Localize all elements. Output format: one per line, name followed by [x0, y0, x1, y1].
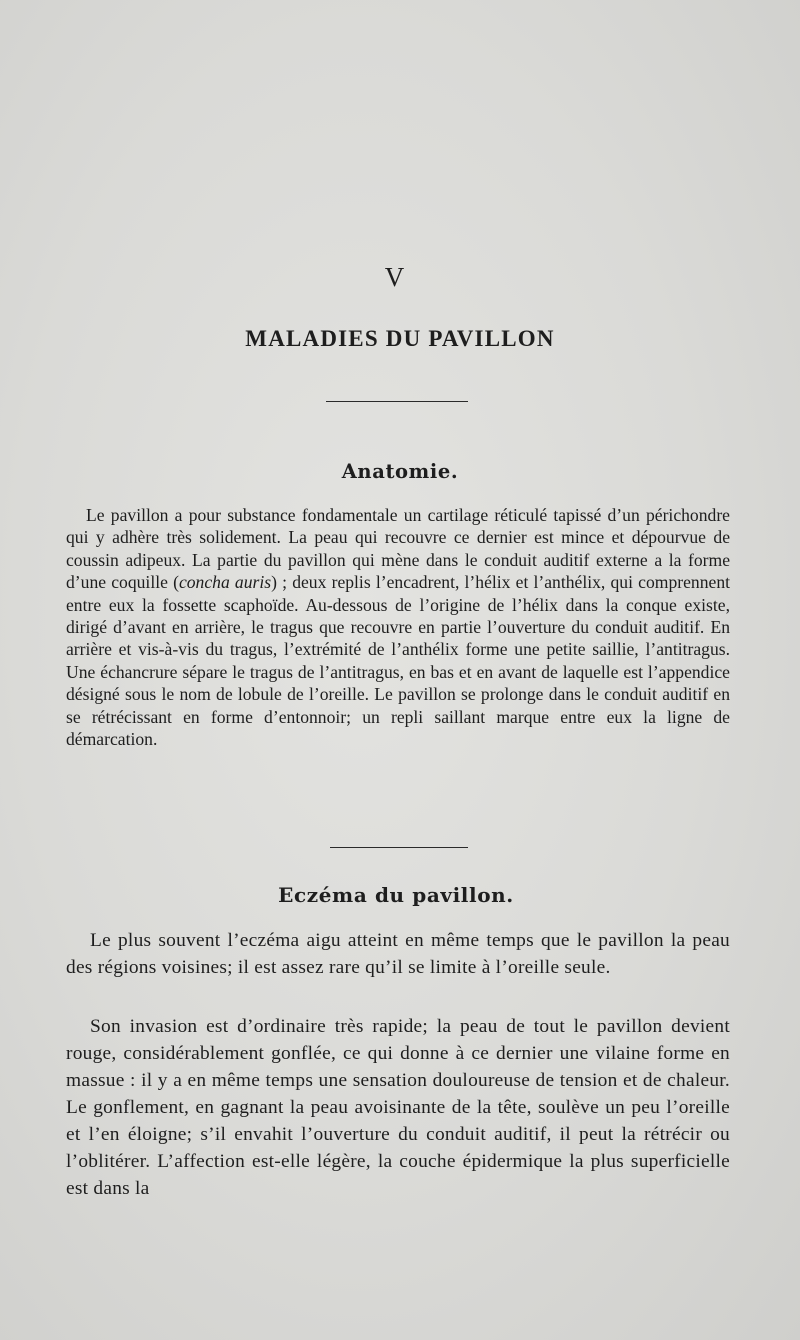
paragraph-anatomie [66, 504, 730, 750]
anatomie-text-part-2: ) ; deux replis l’encadrent, l’hélix et l’anthélix, qui comprennent entre eux la fossette scaphoïde. Au-dessous de l’origine de l’hélix dans la conque existe, dirigé d’avant en arrière, le tragus que recouvre en partie l’ouverture du conduit auditif. En arrière et vis-à-vis du tragus, l’extrémité de l’anthélix forme une petite saillie, l’antitragus. Une échancrure sépare le tragus de l’antitragus, en bas et en avant de laquelle est l’appendice désigné sous le nom de lobule de l’oreille. Le pavillon se prolonge dans le conduit auditif en se rétrécissant en forme d’entonnoir; un repli saillant marque entre eux la ligne de démarcation. [66, 572, 730, 750]
chapter-number: V [384, 262, 406, 292]
section-divider-rule [330, 847, 468, 848]
chapter-title: MALADIES DU PAVILLON [245, 326, 555, 351]
paragraph-eczema-2: Son invasion est d’ordinaire très rapide; la peau de tout le pavillon devient rouge, considérablement gonflée, ce qui donne à ce dernier une vilaine forme en massue : il y a en même temps une sensation douloureuse de tension et de chaleur. Le gonflement, en gagnant la peau avoisinante de la tête, soulève un peu l’oreille et l’en éloigne; s’il envahit l’ouverture du conduit auditif, il peut la rétrécir ou l’oblitérer. L’affection est-elle légère, la couche épidermique la plus superficielle est dans la [66, 1016, 730, 1199]
anatomie-text-part-1: Le pavillon a pour substance fondamentale un cartilage réticulé tapissé d’un périchondre qui y adhère très solidement. La peau qui recouvre ce dernier est mince et dépourvue de coussin adipeux. La partie du pavillon qui mène dans le conduit auditif externe a la forme d’une coquille ( [66, 505, 730, 593]
section-heading-anatomie: Anatomie. [341, 460, 459, 483]
anatomie-italic-term: concha auris [178, 572, 272, 593]
section-divider-rule [326, 401, 468, 402]
paragraph-eczema-1: Le plus souvent l’eczéma aigu atteint en même temps que le pavillon la peau des régions voisines; il est assez rare qu’il se limite à l’oreille seule. [66, 930, 730, 979]
section-heading-eczema: Eczéma du pavillon. [278, 883, 514, 907]
